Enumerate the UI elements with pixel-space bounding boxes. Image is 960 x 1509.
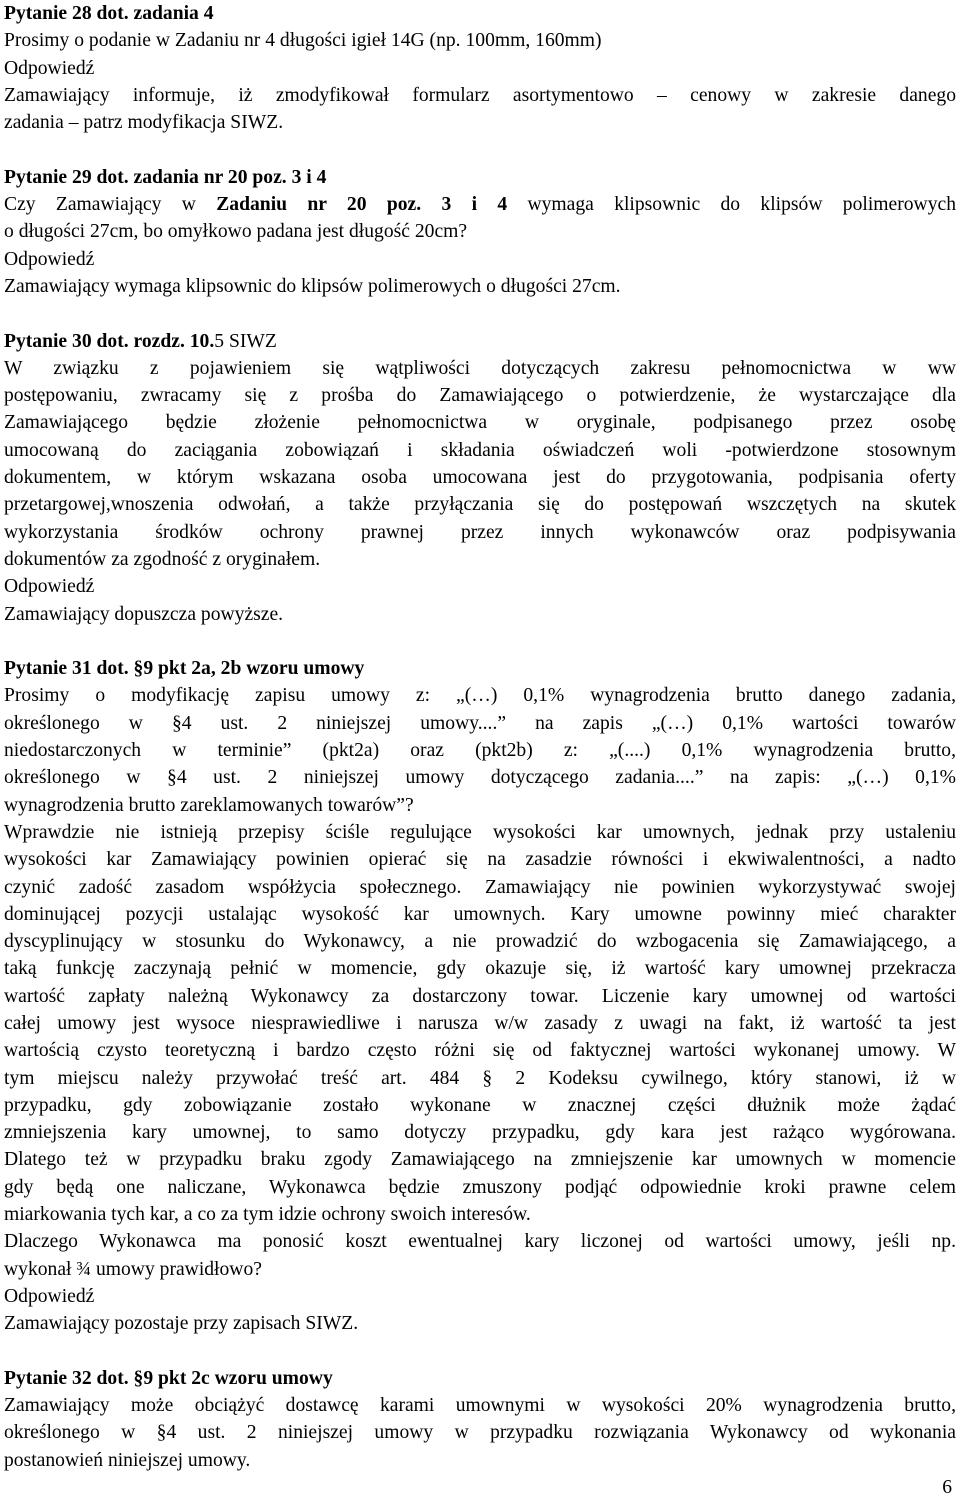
q30-heading-rest: 5 SIWZ (214, 330, 277, 352)
q31-line: określonego w §4 ust. 2 niniejszej umowy....” na zapis „(…) 0,1% wartości towarów (4, 712, 956, 734)
q31-heading-rest: §9 pkt 2a, 2b wzoru umowy (133, 658, 365, 680)
q30-line: dokumentem, w którym wskazana osoba umocowana jest do przygotowania, podpisania oferty (4, 467, 956, 489)
q32-heading (4, 1365, 956, 1392)
q30-answer-label: Odpowiedź (4, 576, 95, 598)
q31-line: wartością czysto teoretyczną i bardzo często różni się od faktycznej wartości wykonanej umowy. W (4, 1040, 956, 1062)
q31-answer: Zamawiający pozostaje przy zapisach SIWZ. (4, 1313, 359, 1335)
q31-line: wykonał ¾ umowy prawidłowo? (4, 1258, 262, 1280)
spacer (4, 1338, 956, 1365)
q29-question-bold: Zadaniu nr 20 poz. 3 i 4 (216, 194, 508, 216)
q30-line: przetargowej,wnoszenia odwołań, a także przyłączania się do postępowań wszczętych na skutek (4, 494, 956, 516)
q31-heading-bold: Pytanie 31 dot. (4, 658, 129, 680)
q31-line: tym miejscu należy przywołać treść art. 484 § 2 Kodeksu cywilnego, który stanowi, iż w (4, 1067, 956, 1089)
q31-heading (4, 655, 956, 682)
q29-question-post: wymaga klipsownic do klipsów polimerowych (507, 194, 956, 216)
spacer (4, 628, 956, 655)
q28-heading: Pytanie 28 dot. zadania 4 (4, 3, 214, 24)
q31-line: dominującej pozycji ustalając wysokość kar umownych. Kary umowne powinny mieć charakter (4, 903, 956, 925)
q28-question: Prosimy o podanie w Zadaniu nr 4 długości igieł 14G (np. 100mm, 160mm) (4, 30, 602, 52)
q29-answer-label: Odpowiedź (4, 248, 95, 270)
document-page (4, 0, 956, 1474)
q31-line: niedostarczonych w terminie” (pkt2a) oraz (pkt2b) z: „(....) 0,1% wynagrodzenia brutto, (4, 740, 956, 762)
q31-line: gdy będą one naliczane, Wykonawca będzie zmuszony podjąć odpowiednie kroki prawne celem (4, 1176, 956, 1198)
q30-line: Zamawiającego będzie złożenie pełnomocnictwa w oryginale, podpisanego przez osobę (4, 412, 956, 434)
q29-question-pre: Czy Zamawiający w (4, 194, 217, 216)
q31-line: wysokości kar Zamawiający powinien opierać się na zasadzie równości i ekwiwalentności, a nadto (4, 849, 956, 871)
q30-heading-bold: Pytanie 30 dot. rozdz. 10. (4, 330, 215, 352)
q32-line: określonego w §4 ust. 2 niniejszej umowy w przypadku rozwiązania Wykonawcy od wykonania (4, 1422, 956, 1444)
page-number: 6 (942, 1477, 952, 1498)
q31-line: taką funkcję zaczynają pełnić w momencie, gdy okazuje się, iż wartość kary umownej przekracza (4, 958, 956, 980)
q31-line: wartość zapłaty należną Wykonawcy za dostarczony towar. Liczenie kary umownej od wartości (4, 985, 956, 1007)
q31-line: określonego w §4 ust. 2 niniejszej umowy dotyczącego zadania....” na zapis: „(…) 0,1% (4, 767, 956, 789)
q32-heading-bold: Pytanie 32 dot. (4, 1367, 129, 1389)
q30-line: postępowaniu, zwracamy się z prośba do Zamawiającego o potwierdzenie, że wystarczające dla (4, 385, 956, 407)
q31-line: czynić zadość zasadom współżycia społecznego. Zamawiający nie powinien wykorzystywać swojej (4, 876, 956, 898)
q29-question-line-2: o długości 27cm, bo omyłkowo padana jest długość 20cm? (4, 221, 468, 243)
q28-answer-line-2: zadania – patrz modyfikacja SIWZ. (4, 112, 284, 134)
q28-answer-label: Odpowiedź (4, 57, 95, 79)
q31-line: Wprawdzie nie istnieją przepisy ściśle regulujące wysokości kar umownych, jednak przy ustaleniu (4, 821, 956, 843)
q31-line: Prosimy o modyfikację zapisu umowy z: „(…) 0,1% wynagrodzenia brutto danego zadania, (4, 685, 956, 707)
q30-line: W związku z pojawieniem się wątpliwości dotyczących zakresu pełnomocnictwa w ww (4, 357, 956, 379)
spacer (4, 300, 956, 327)
q31-line: zmniejszenia kary umownej, to samo dotyczy przypadku, gdy kara jest rażąco wygórowana. (4, 1122, 956, 1144)
q30-line: dokumentów za zgodność z oryginałem. (4, 548, 321, 570)
q31-line: Dlaczego Wykonawca ma ponosić koszt ewentualnej kary liczonej od wartości umowy, jeśli np. (4, 1231, 956, 1253)
q28-answer-line-1: Zamawiający informuje, iż zmodyfikował formularz asortymentowo – cenowy w zakresie danego (4, 84, 956, 106)
q29-answer: Zamawiający wymaga klipsownic do klipsów polimerowych o długości 27cm. (4, 275, 621, 297)
q31-line: przypadku, gdy zobowiązanie zostało wykonane w znacznej części dłużnik może żądać (4, 1094, 956, 1116)
q31-line: miarkowania tych kar, a co za tym idzie ochrony swoich interesów. (4, 1204, 531, 1226)
q32-line: postanowień niniejszej umowy. (4, 1449, 251, 1471)
q30-line: wykorzystania środków ochrony prawnej przez innych wykonawców oraz podpisywania (4, 521, 956, 543)
q31-line: Dlatego też w przypadku braku zgody Zamawiającego na zmniejszenie kar umownych w momencie (4, 1149, 956, 1171)
q29-question-line-1 (4, 191, 956, 218)
q31-line: całej umowy jest wysoce niesprawiedliwe i narusza w/w zasady z uwagi na fakt, iż wartość ta jest (4, 1012, 956, 1034)
q32-heading-rest: §9 pkt 2c wzoru umowy (133, 1367, 333, 1389)
q30-answer: Zamawiający dopuszcza powyższe. (4, 603, 284, 625)
q31-line: dyscyplinujący w stosunku do Wykonawcy, a nie prowadzić do wzbogacenia się Zamawiającego, a (4, 931, 956, 953)
q31-line: wynagrodzenia brutto zareklamowanych towarów”? (4, 794, 414, 816)
q30-heading (4, 328, 956, 355)
q30-line: umocowaną do zaciągania zobowiązań i składania oświadczeń woli -potwierdzone stosownym (4, 439, 956, 461)
q31-answer-label: Odpowiedź (4, 1285, 95, 1307)
spacer (4, 136, 956, 163)
q29-heading: Pytanie 29 dot. zadania nr 20 poz. 3 i 4 (4, 166, 327, 188)
q32-line: Zamawiający może obciążyć dostawcę karami umownymi w wysokości 20% wynagrodzenia brutto, (4, 1395, 956, 1417)
